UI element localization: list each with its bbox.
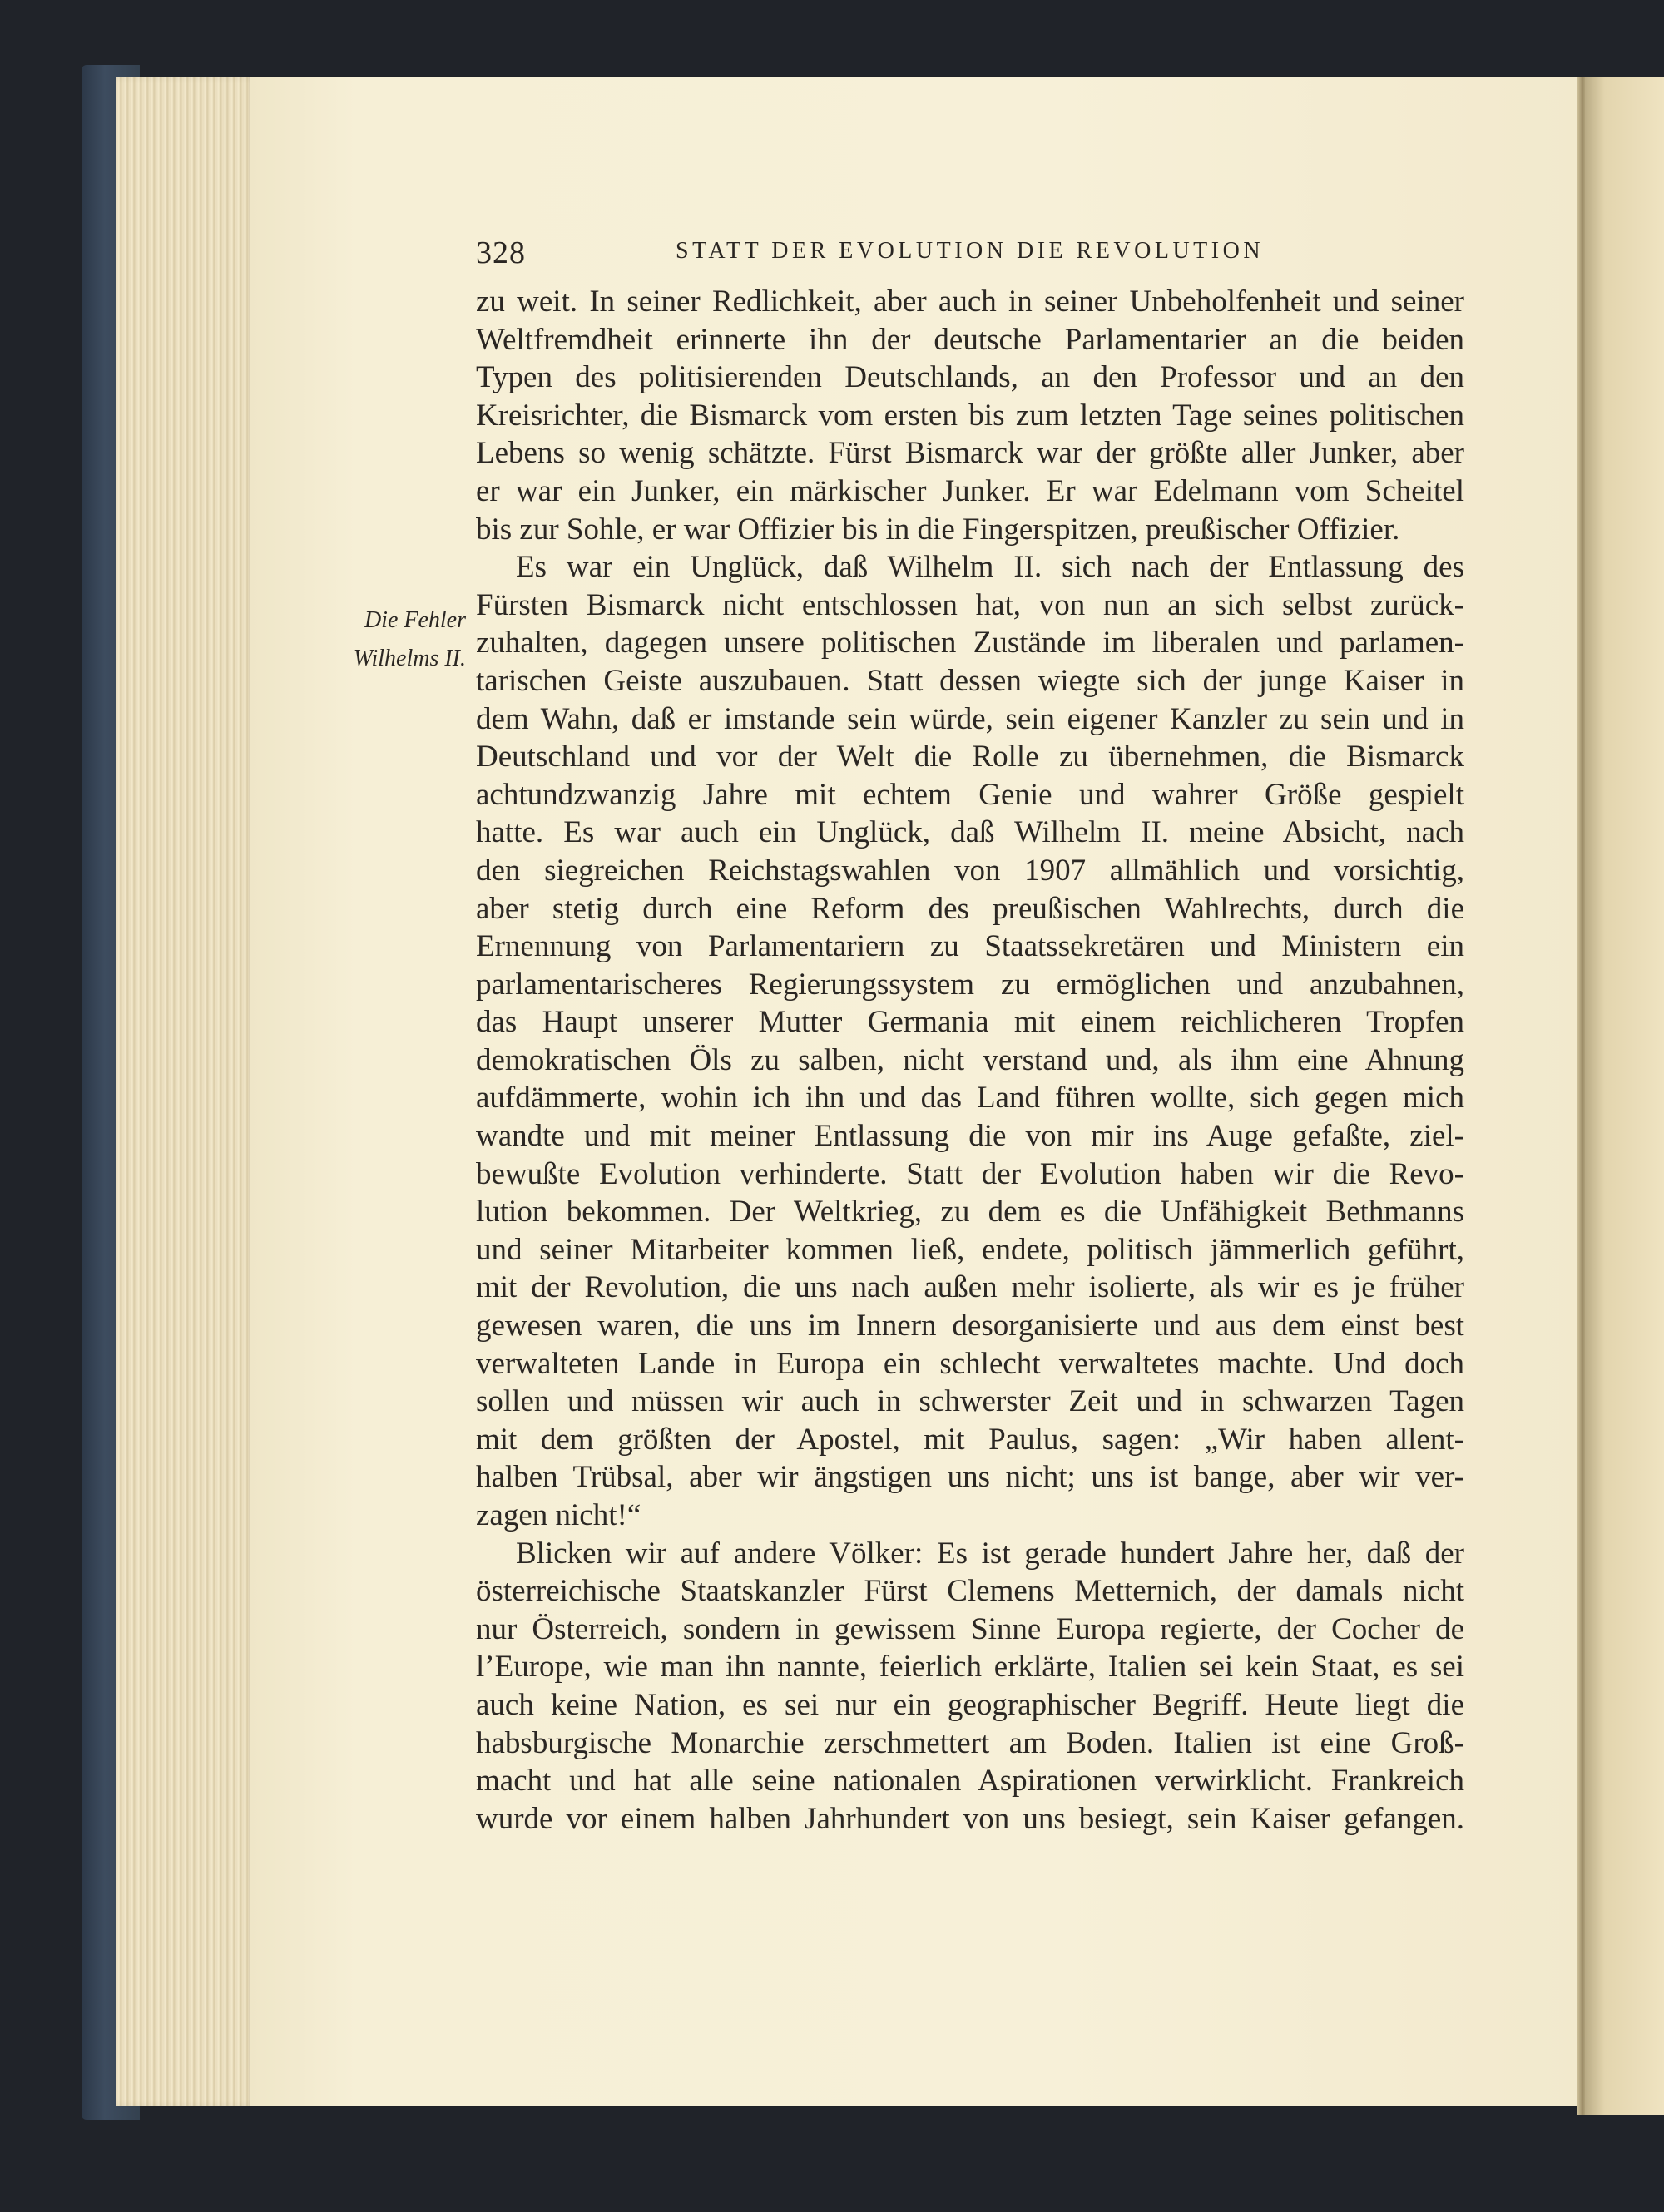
page-edges [116,77,266,2106]
marginal-note-line: Wilhelms II. [353,645,466,671]
text-line: Weltfremdheit erinnerte ihn der deutsche Parlamentarier an die beiden [476,322,1464,357]
text-line: aber stetig durch eine Reform des preußischen Wahlrechts, durch die [476,891,1464,926]
text-line: das Haupt unserer Mutter Germania mit einem reichlicheren Tropfen [476,1005,1464,1040]
marginal-note [281,601,466,677]
facing-page-edge [1585,77,1664,2115]
text-line: hatte. Es war auch ein Unglück, daß Wilhelm II. meine Absicht, nach [476,815,1464,850]
body-text [476,283,1464,1838]
page-header [476,235,1464,276]
text-line: Deutschland und vor der Welt die Rolle zu übernehmen, die Bismarck [476,740,1464,774]
text-line: Lebens so wenig schätzte. Fürst Bismarck war der größte aller Junker, aber [476,436,1464,471]
text-line: verwalteten Lande in Europa ein schlecht verwaltetes machte. Und doch [476,1346,1464,1381]
text-line: zu weit. In seiner Redlichkeit, aber auch in seiner Unbeholfenheit und seiner [476,285,1464,319]
text-line: zuhalten, dagegen unsere politischen Zustände im liberalen und parlamen- [476,626,1464,661]
text-line: Typen des politisierenden Deutschlands, an den Professor und an den [476,360,1464,395]
text-line: parlamentarischeres Regierungssystem zu ermöglichen und anzubahnen, [476,967,1464,1002]
text-line: sollen und müssen wir auch in schwerster Zeit und in schwarzen Tagen [476,1384,1464,1419]
text-line: Fürsten Bismarck nicht entschlossen hat, von nun an sich selbst zurück- [476,587,1464,622]
text-line: bewußte Evolution verhinderte. Statt der Evolution haben wir die Revo- [476,1156,1464,1191]
text-line: zagen nicht!“ [476,1498,641,1532]
text-line: Es war ein Unglück, daß Wilhelm II. sich nach der Entlassung des [516,550,1464,585]
text-line: halben Trübsal, aber wir ängstigen uns nicht; uns ist bange, aber wir ver- [476,1460,1464,1495]
text-line: Kreisrichter, die Bismarck vom ersten bis zum letzten Tage seines politischen [476,398,1464,433]
marginal-note-line: Die Fehler [364,607,466,633]
text-line: und seiner Mitarbeiter kommen ließ, endete, politisch jämmerlich geführt, [476,1232,1464,1267]
text-line: achtundzwanzig Jahre mit echtem Genie und wahrer Größe gespielt [476,777,1464,812]
text-line: bis zur Sohle, er war Offizier bis in die Fingerspitzen, preußischer Offizier. [476,512,1400,547]
text-line: tarischen Geiste auszubauen. Statt dessen wiegte sich der junge Kaiser in [476,663,1464,698]
text-line: gewesen waren, die uns im Innern desorganisierte und aus dem einst best [476,1309,1464,1344]
text-line: habsburgische Monarchie zerschmettert am Boden. Italien ist eine Groß- [476,1725,1464,1760]
text-line: wurde vor einem halben Jahrhundert von uns besiegt, sein Kaiser gefangen. [476,1801,1464,1836]
text-line: mit dem größten der Apostel, mit Paulus, sagen: „Wir haben allent- [476,1422,1464,1457]
text-line: Ernennung von Parlamentariern zu Staatssekretären und Ministern ein [476,929,1464,964]
text-line: demokratischen Öls zu salben, nicht verstand und, als ihm eine Ahnung [476,1042,1464,1077]
text-line: nur Österreich, sondern in gewissem Sinne Europa regierte, der Cocher de [476,1611,1464,1646]
text-line: wandte und mit meiner Entlassung die von mir ins Auge gefaßte, ziel- [476,1119,1464,1154]
text-line: dem Wahn, daß er imstande sein würde, sein eigener Kanzler zu sein und in [476,701,1464,736]
text-line: österreichische Staatskanzler Fürst Clemens Metternich, der damals nicht [476,1574,1464,1609]
page-number: 328 [476,235,526,270]
text-line: den siegreichen Reichstagswahlen von 1907 allmählich und vorsichtig, [476,853,1464,888]
text-line: er war ein Junker, ein märkischer Junker. Er war Edelmann vom Scheitel [476,473,1464,508]
text-line: lution bekommen. Der Weltkrieg, zu dem es die Unfähigkeit Bethmanns [476,1195,1464,1230]
text-line: l’Europe, wie man ihn nannte, feierlich erklärte, Italien sei kein Staat, es sei [476,1650,1464,1685]
text-line: Blicken wir auf andere Völker: Es ist gerade hundert Jahre her, daß der [516,1536,1464,1571]
text-line: mit der Revolution, die uns nach außen mehr isolierte, als wir es je früher [476,1270,1464,1305]
text-line: macht und hat alle seine nationalen Aspirationen verwirklicht. Frankreich [476,1764,1464,1799]
text-line: auch keine Nation, es sei nur ein geographischer Begriff. Heute liegt die [476,1687,1464,1722]
text-line: aufdämmerte, wohin ich ihn und das Land führen wollte, sich gegen mich [476,1081,1464,1116]
running-title: STATT DER EVOLUTION DIE REVOLUTION [676,238,1265,264]
